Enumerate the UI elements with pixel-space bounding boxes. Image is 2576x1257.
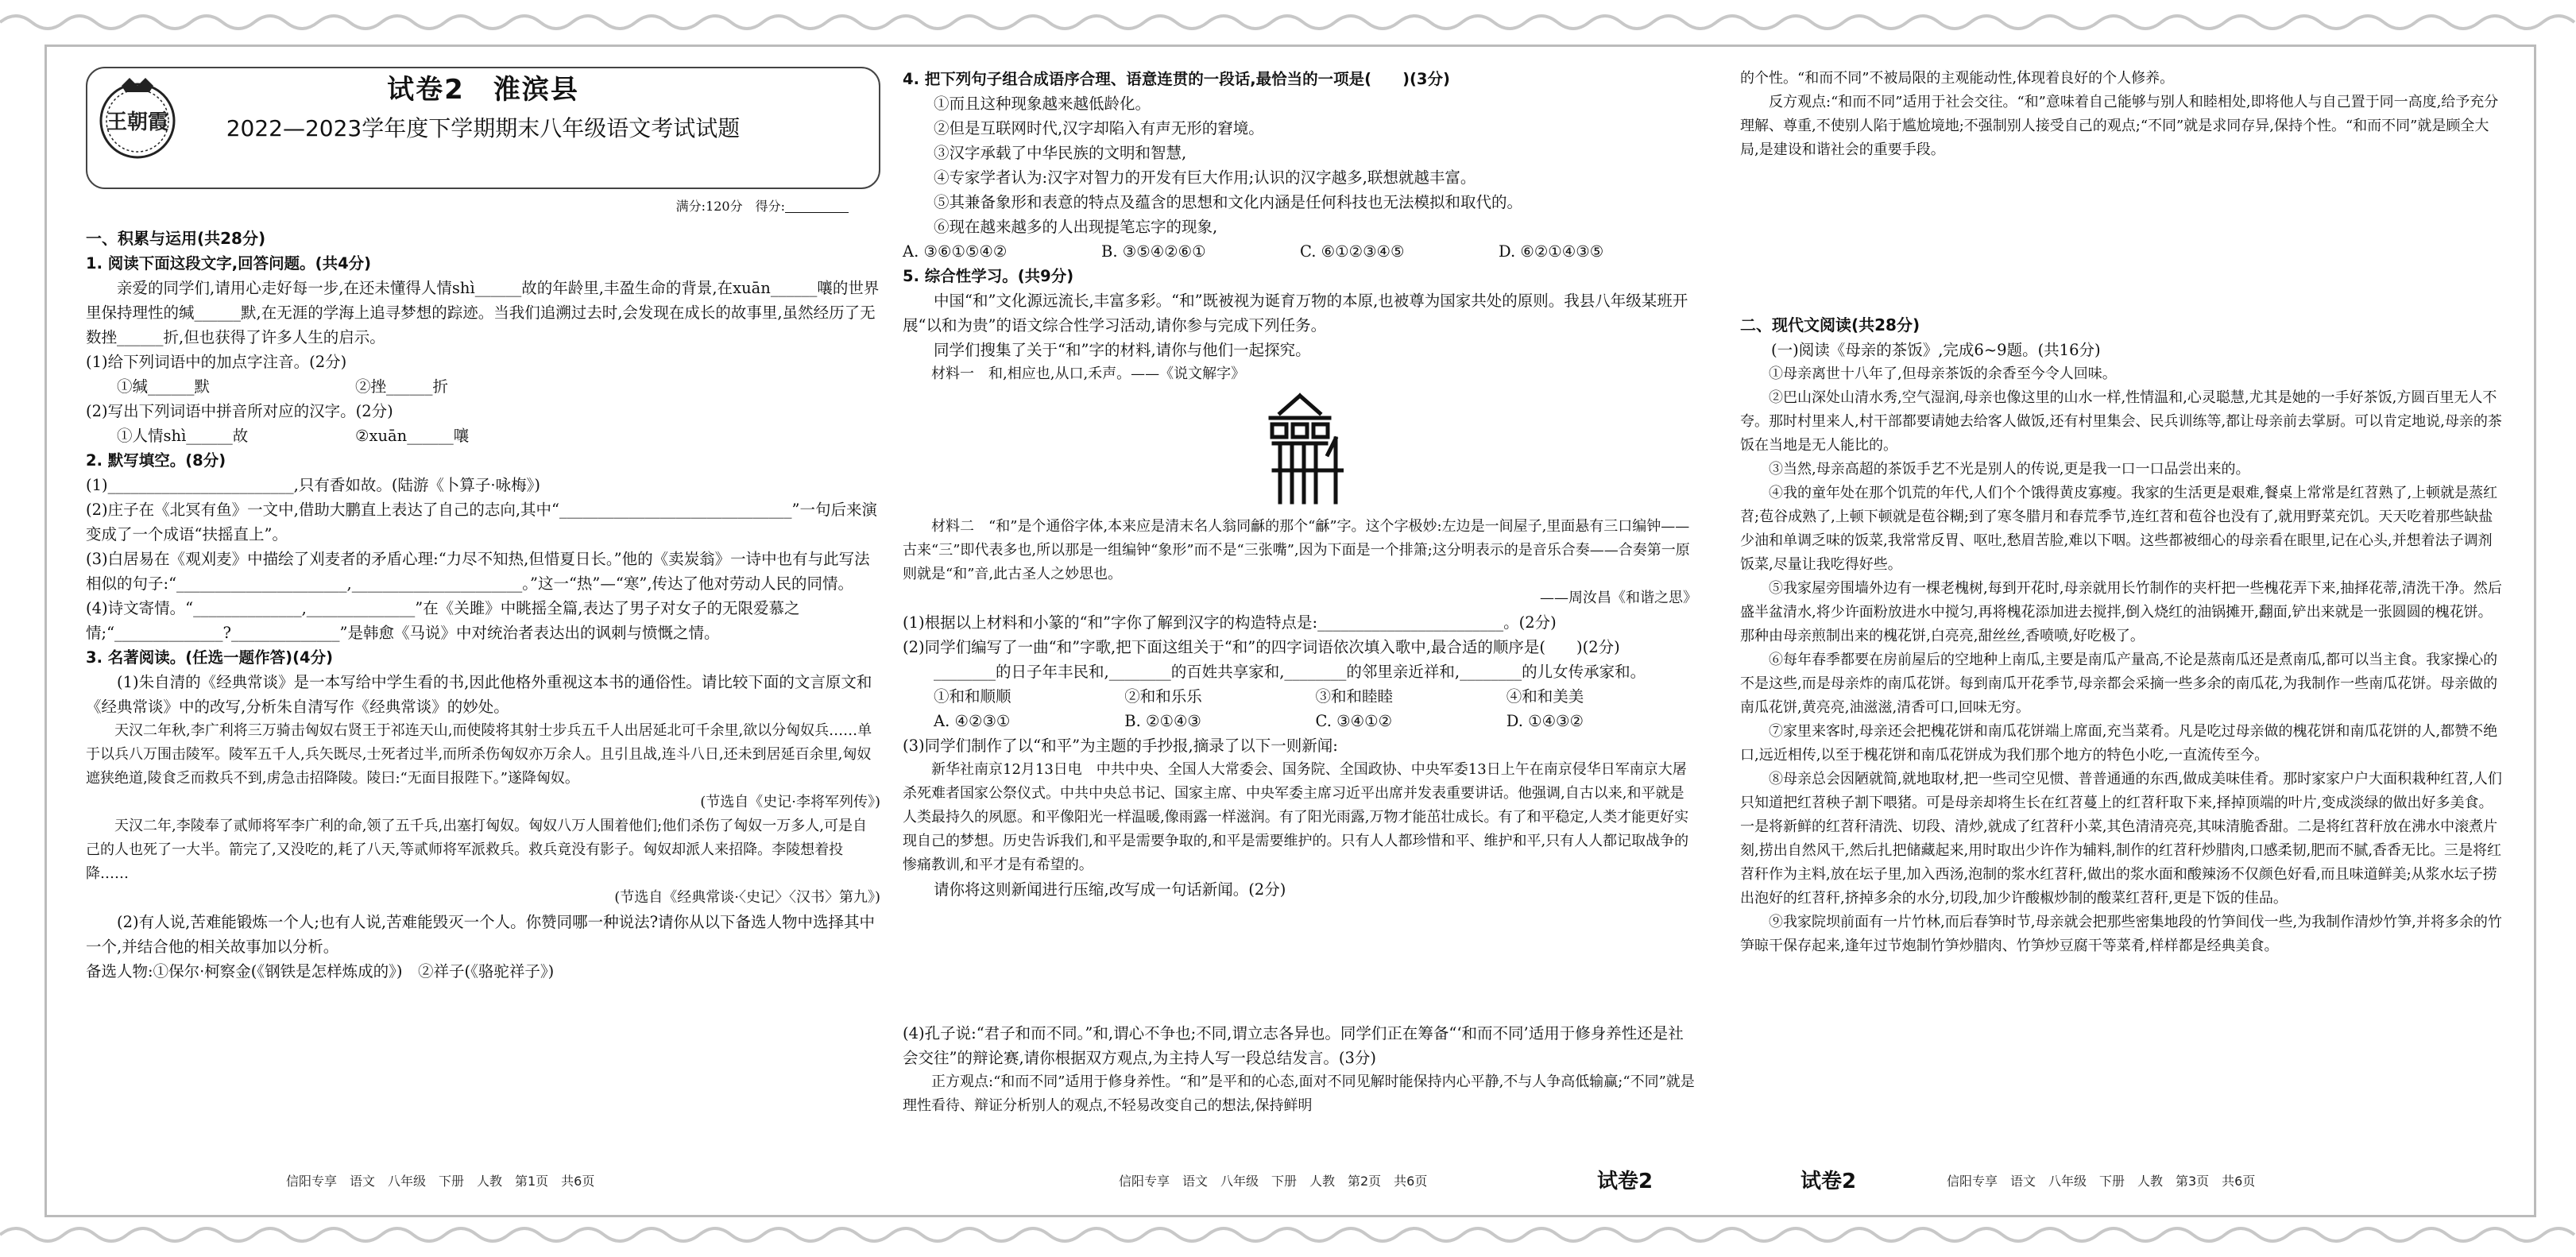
sub-question: (2)写出下列词语中拼音所对应的汉字。(2分) [86, 402, 393, 420]
answer-option[interactable]: B. ②①④③ [1124, 712, 1201, 730]
answer-blank[interactable]: ①人情shì______故 [117, 427, 249, 445]
word-option: ①和和顺顺 [934, 687, 1011, 706]
answer-blank[interactable]: ②挫______折 [355, 377, 449, 396]
seal-script-he-character-icon [1256, 391, 1344, 510]
con-viewpoint: 反方观点:“和而不同”适用于社会交往。“和”意味着自己能够与别人和睦相处,即将他人与自己置于同一高度,给予充分理解、尊重,不使别人陷于尴尬境地;不强制别人接受自己的观点;“不同”就是求同存异,保持个性。“和而不同”就是顾全大局,是建设和谐社会的重要手段。 [1740, 94, 2499, 158]
quote-source: (节选自《经典常谈·〈史记〉〈汉书〉第九》) [614, 889, 880, 906]
decorative-wave-border-top [0, 5, 2576, 40]
exam-title: 试卷2 淮滨县 [387, 74, 579, 106]
question-title: 5. 综合性学习。(共9分) [903, 267, 1074, 285]
sub-question: (2)同学们编写了一曲“和”字歌,把下面这组关于“和”的四字词语依次填入歌中,最合适的顺序是( )(2分) [903, 638, 1620, 656]
sub-question: (1)根据以上材料和小篆的“和”字你了解到汉字的构造特点是:________________________。(2分) [903, 613, 1557, 632]
passage-paragraph: ①母亲离世十八年了,但母亲茶饭的余香至今令人回味。 [1769, 365, 2117, 382]
answer-space[interactable] [903, 902, 1697, 1021]
passage-paragraph: ⑨我家院坝前面有一片竹林,而后春笋时节,母亲就会把那些密集地段的竹笋间伐一些,为我制作清炒竹笋,并将多余的竹笋晾干保存起来,逢年过节炮制竹笋炒腊肉、竹笋炒豆腐干等菜肴,样样都是经典美食。 [1740, 914, 2502, 954]
decorative-wave-border-bottom [0, 1217, 2576, 1252]
sub-question: (2)有人说,苦难能锻炼一个人;也有人说,苦难能毁灭一个人。你赞同哪一种说法?请你从以下备选人物中选择其中一个,并结合他的相关故事加以分析。 [86, 913, 876, 956]
answer-blank[interactable]: ①缄______默 [117, 377, 211, 396]
question-passage: 亲爱的同学们,请用心走好每一步,在还未懂得人情shì______故的年龄里,丰盈生命的背景,在xuān______嚷的世界里保持理性的缄______默,在无涯的学海上追寻梦想的踪迹。当我们追溯过去时,会发现在成长的故事里,虽然经历了无数挫______折,但也获得了许多人生的启示。 [86, 279, 880, 346]
section-heading: 二、现代文阅读(共28分) [1740, 315, 1920, 335]
page-footer: 信阳专享 语文 八年级 下册 人教 第1页 共6页 [286, 1174, 595, 1189]
word-options [903, 684, 1697, 709]
sub-question: (1)朱自清的《经典常谈》是一本写给中学生看的书,因此他格外重视这本书的通俗性。请比较下面的文言原文和《经典常谈》中的改写,分析朱自清写作《经典常谈》的妙处。 [86, 673, 872, 716]
answer-options [903, 239, 1697, 264]
passage-paragraph: ⑥每年春季都要在房前屋后的空地种上南瓜,主要是南瓜产量高,不论是蒸南瓜还是煮南瓜,都可以当主食。我家操心的不是这些,而是母亲炸的南瓜花饼。每到南瓜开花季节,母亲都会采摘一些多余的南瓜花,为我制作一些南瓜花饼。母亲做的南瓜花饼,黄亮亮,油滋滋,清香可口,回味无穷。 [1740, 652, 2498, 716]
question-title: 3. 名著阅读。(任选一题作答)(4分) [86, 648, 333, 667]
answer-space[interactable] [1740, 162, 2503, 313]
sentence-item: ⑥现在越来越多的人出现提笔忘字的现象, [934, 218, 1218, 236]
word-option: ③和和睦睦 [1315, 687, 1394, 706]
answer-option[interactable]: D. ⑥②①④③⑤ [1499, 242, 1604, 261]
score-line: 满分:120分 得分: [86, 194, 849, 219]
answer-option[interactable]: C. ⑥①②③④⑤ [1300, 242, 1405, 261]
exam-subtitle: 2022—2023学年度下学期期末八年级语文考试试题 [226, 115, 741, 141]
sentence-list [903, 91, 1697, 239]
answer-option[interactable]: C. ③④①② [1315, 712, 1393, 730]
pro-viewpoint: 正方观点:“和而不同”适用于修身养性。“和”是平和的心态,面对不同见解时能保持内心平静,不与人争高低输赢;“不同”就是理性看待、辩证分析别人的观点,不轻易改变自己的想法,保持鲜明 [903, 1073, 1695, 1114]
sub-question: 请你将这则新闻进行压缩,改写成一句话新闻。(2分) [934, 880, 1286, 899]
sub-question: (4)孔子说:“君子和而不同。”和,谓心不争也;不同,谓立志各异也。同学们正在筹备“‘和而不同’适用于修身养性还是社会交往”的辩论赛,请你根据双方观点,为主持人写一段总结发言。(3分) [903, 1024, 1684, 1067]
passage-paragraph: ⑦家里来客时,母亲还会把槐花饼和南瓜花饼端上席面,充当菜肴。凡是吃过母亲做的槐花饼和南瓜花饼的人,都赞不绝口,远近相传,以至于槐花饼和南瓜花饼成为我们那个地方的特色小吃,一直流传至今。 [1740, 723, 2498, 764]
answer-option[interactable]: D. ①④③② [1506, 712, 1584, 730]
answer-option[interactable]: B. ③⑤④②⑥① [1101, 242, 1206, 261]
column-page-1 [86, 67, 880, 984]
column-page-2 [903, 67, 1697, 1118]
question-intro: 同学们搜集了关于“和”字的材料,请你与他们一起探究。 [934, 341, 1311, 359]
passage-paragraph: ②巴山深处山清水秀,空气湿润,母亲也像这里的山水一样,性情温和,心灵聪慧,尤其是她的一手好茶饭,方圆百里无人不夸。那时村里来人,村干部都要请她去给客人做饭,还有村里集会、民兵训练等,都让母亲前去掌厨。可以肯定地说,母亲的茶饭在当地是无人能比的。 [1740, 389, 2502, 454]
candidate-list: 备选人物:①保尔·柯察金(《钢铁是怎样炼成的》) ②祥子(《骆驼祥子》) [86, 962, 555, 980]
paper-tag: 试卷2 [1800, 1170, 1857, 1193]
question-title: 2. 默写填空。(8分) [86, 451, 226, 470]
logo-text: 王朝霞 [106, 110, 169, 134]
question-intro: 中国“和”文化源远流长,丰富多彩。“和”既被视为诞育万物的本原,也被尊为国家共处的原则。我县八年级某班开展“以和为贵”的语文综合性学习活动,请你参与完成下列任务。 [903, 292, 1688, 335]
sentence-item: ⑤其兼备象形和表意的特点及蕴含的思想和文化内涵是任何科技也无法模拟和取代的。 [934, 193, 1523, 211]
sentence-item: ④专家学者认为:汉字对智力的开发有巨大作用;认识的汉字越多,联想就越丰富。 [934, 168, 1476, 187]
answer-options [86, 424, 594, 448]
question-title: 4. 把下列句子组合成语序合理、语意连贯的一段话,最恰当的一项是( )(3分) [903, 70, 1450, 88]
answer-blank[interactable]: ②xuān______嚷 [355, 427, 470, 445]
material-one: 材料一 和,相应也,从口,禾声。——《说文解字》 [931, 365, 1246, 382]
news-passage: 新华社南京12月13日电 中共中央、全国人大常委会、国务院、全国政协、中央军委13日上午在南京侵华日军南京大屠杀死难者国家公祭仪式。中共中央总书记、国家主席、中央军委主席习近平出席并发表重要讲话。他强调,自古以来,和平就是人类最持久的夙愿。和平像阳光一样温暖,像雨露一样滋润。有了阳光雨露,万物才能茁壮成长。有了和平稳定,人类才能更好实现自己的梦想。历史告诉我们,和平是需要争取的,和平是需要维护的。只有人人都珍惜和平、维护和平,只有人人都记取战争的惨痛教训,和平才是有希望的。 [903, 761, 1689, 873]
quoted-passage: 天汉二年秋,李广利将三万骑击匈奴右贤王于祁连天山,而使陵将其射士步兵五千人出居延北可千余里,欲以分匈奴兵……单于以兵八万围击陵军。陵军五千人,兵矢既尽,士死者过半,而所杀伤匈奴亦万余人。且引且战,连斗八日,还未到居延百余里,匈奴遮狭绝道,陵食乏而救兵不到,虏急击招降陵。陵曰:“无面目报陛下。”遂降匈奴。 [86, 722, 872, 787]
sub-question: (3)白居易在《观刈麦》中描绘了刈麦者的矛盾心理:“力尽不知热,但惜夏日长。”他的《卖炭翁》一诗中也有与此写法相似的句子:“______________________,______________________。”这一“热”—“寒”,传达了他对劳动人民的同情。 [86, 550, 870, 593]
reading-title: (一)阅读《母亲的茶饭》,完成6~9题。(共16分) [1771, 341, 2101, 359]
reading-passage [1740, 362, 2503, 958]
quote-source: (节选自《史记·李将军列传》) [700, 794, 880, 810]
paper-tag: 试卷2 [1597, 1170, 1654, 1193]
sentence-item: ②但是互联网时代,汉字却陷入有声无形的窘境。 [934, 119, 1264, 137]
sub-question: (4)诗文寄情。“______________,______________”在《关雎》中眺摇全篇,表达了男子对女子的无限爱慕之情;“______________?______________”是韩愈《马说》中对统治者表达出的讽刺与愤慨之情。 [86, 599, 800, 642]
answer-option[interactable]: A. ③⑥①⑤④② [903, 242, 1008, 261]
sub-question: (3)同学们制作了以“和平”为主题的手抄报,摘录了以下一则新闻: [903, 737, 1338, 755]
pro-viewpoint-continued: 的个性。“和而不同”不被局限的主观能动性,体现着良好的个人修养。 [1740, 70, 2175, 87]
sub-question: (2)庄子在《北冥有鱼》一文中,借助大鹏直上表达了自己的志向,其中“______________________________”一句后来演变成了一个成语“扶摇直上”。 [86, 501, 877, 543]
column-page-3 [1740, 67, 2503, 958]
sub-question: (1)________________________,只有香如故。(陆游《卜算子·咏梅》) [86, 476, 540, 494]
page-footer: 信阳专享 语文 八年级 下册 人教 第2页 共6页 [1119, 1174, 1428, 1189]
sentence-item: ③汉字承载了中华民族的文明和智慧, [934, 144, 1187, 162]
passage-paragraph: ④我的童年处在那个饥荒的年代,人们个个饿得黄皮寡瘦。我家的生活更是艰难,餐桌上常常是红苕熟了,上顿就是蒸红苕;苞谷成熟了,上顿下顿就是苞谷糊;到了寒冬腊月和春荒季节,连红苕和苞谷也没有了,就用野菜充饥。天天吃着那些缺盐少油和单调乏味的饭菜,我常常反胃、呕吐,愁眉苦脸,难以下咽。这些都被细心的母亲看在眼里,记在心头,并想着法子调剂饭菜,尽量让我吃得好些。 [1740, 485, 2498, 573]
exam-header [86, 67, 880, 189]
sentence-item: ①而且这种现象越来越低龄化。 [934, 95, 1151, 113]
word-option: ④和和美美 [1506, 687, 1584, 706]
quoted-passage: 天汉二年,李陵奉了贰师将军李广利的命,领了五千兵,出塞打匈奴。匈奴八万人围着他们;他们杀伤了匈奴一万多人,可是自己的人也死了一大半。箭完了,又没吃的,耗了八天,等贰师将军派救兵。救兵竟没有影子。匈奴却派人来招降。李陵想着投降…… [86, 818, 867, 882]
section-heading: 一、积累与运用(共28分) [86, 229, 266, 248]
answer-options [903, 709, 1697, 733]
material-two: 材料二 “和”是个通俗字体,本来应是清末名人翁同龢的那个“龢”字。这个字极妙:左边是一间屋子,里面悬有三口编钟——古来“三”即代表多也,所以那是一组编钟“象形”而不是“三张嘴”,因为下面是一个排箫;这分明表示的是音乐合奏——合奏第一原则就是“和”音,此古圣人之妙思也。 [903, 518, 1690, 582]
sub-question: (1)给下列词语中的加点字注音。(2分) [86, 353, 347, 371]
question-title: 1. 阅读下面这段文字,回答问题。(共4分) [86, 254, 372, 273]
passage-paragraph: ⑤我家屋旁围墙外边有一棵老槐树,每到开花时,母亲就用长竹制作的夹杆把一些槐花弄下来,抽择花蒂,清洗干净。然后盛半盆清水,将少许面粉放进水中搅匀,再将槐花添加进去搅拌,倒入烧红的油锅摊开,翻面,铲出来就是一张圆圆的槐花饼。那种由母亲煎制出来的槐花饼,白亮亮,甜丝丝,香喷喷,好吃极了。 [1740, 580, 2502, 644]
page-footer: 信阳专享 语文 八年级 下册 人教 第3页 共6页 [1947, 1174, 2256, 1189]
material-source: ——周汝昌《和谐之思》 [1540, 590, 1697, 606]
passage-paragraph: ⑧母亲总会因陋就简,就地取材,把一些司空见惯、普普通通的东西,做成美味佳肴。那时家家户户大面积栽种红苕,人们只知道把红苕秧子割下喂猪。可是母亲却将生长在红苕蔓上的红苕秆取下来,择掉顶端的叶片,变成淡绿的做出好多美食。一是将新鲜的红苕秆清洗、切段、清炒,就成了红苕秆小菜,其色清清亮亮,其味清脆香甜。二是将红苕秆放在沸水中滚煮片刻,捞出自然风干,然后扎把储藏起来,用时取出少许作为辅料,制作的红苕秆炒腊肉,口感柔韧,肥而不腻,香香无比。三是将红苕秆作为主料,放在坛子里,加入西汤,泡制的浆水红苕秆,做出的浆水面和酸辣汤不仅颜色好看,而且味道鲜美;从浆水坛子捞出泡好的红苕秆,挤掉多余的水分,切段,加少许酸椒炒制的酸菜红苕秆,更是下饭的佳品。 [1740, 771, 2502, 907]
answer-options [86, 374, 594, 399]
fill-in-song: ________的日子年丰民和,________的百姓共享家和,________的邻里亲近祥和,________的儿女传承家和。 [934, 663, 1646, 681]
answer-option[interactable]: A. ④②③① [934, 712, 1011, 730]
passage-paragraph: ③当然,母亲高超的茶饭手艺不光是别人的传说,更是我一口一口品尝出来的。 [1769, 461, 2250, 478]
word-option: ②和和乐乐 [1124, 687, 1202, 706]
